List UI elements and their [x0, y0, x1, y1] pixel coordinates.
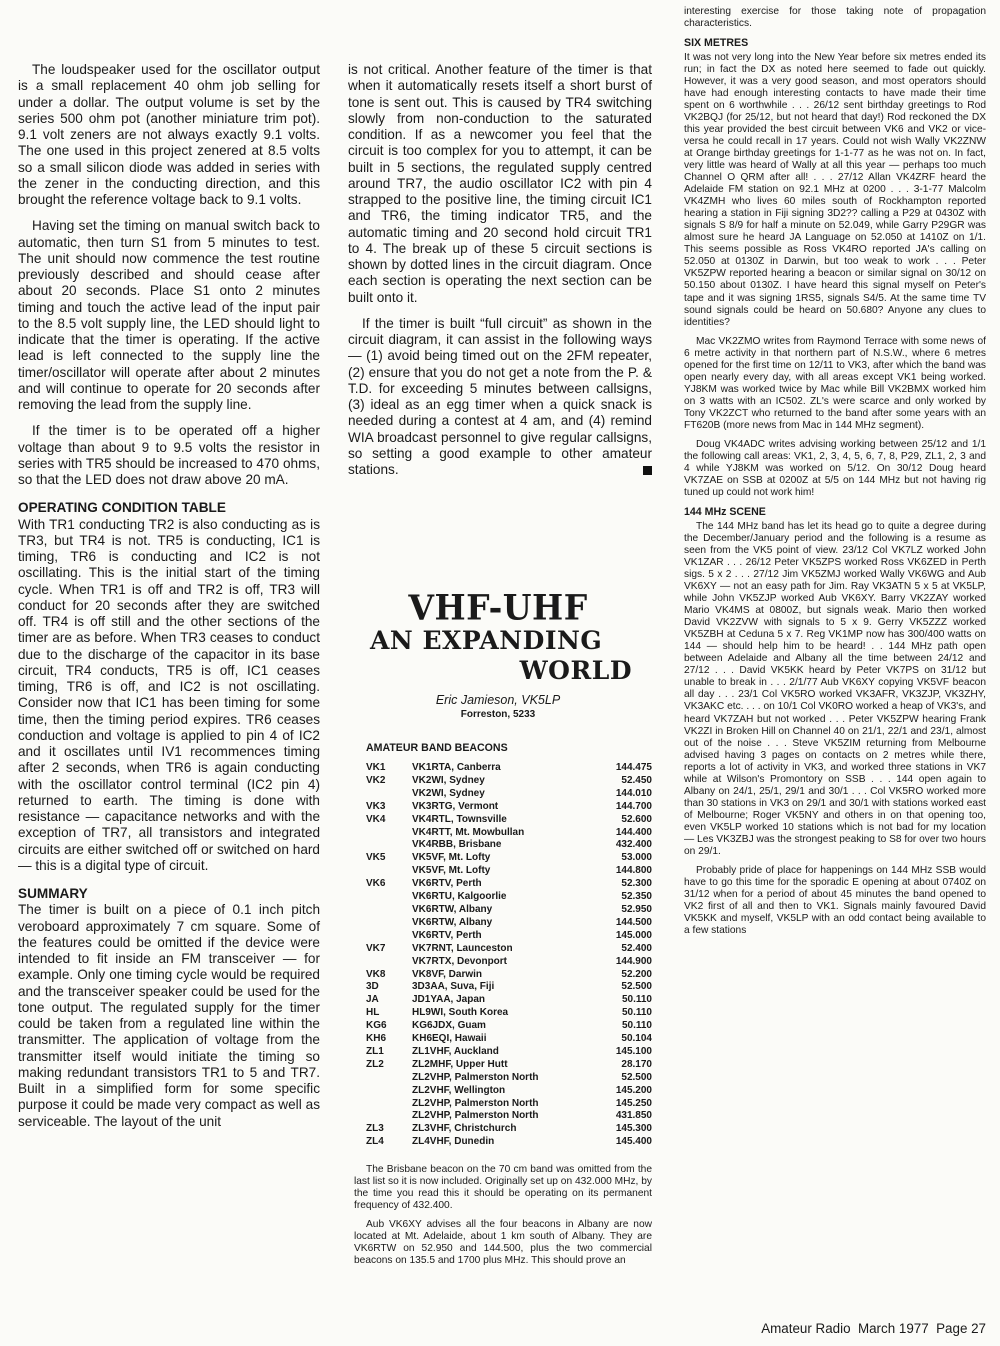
page-footer: Amateur Radio March 1977 Page 27 — [761, 1321, 986, 1336]
beacon-station: VK1RTA, Canberra — [412, 762, 501, 773]
beacon-area — [366, 839, 412, 852]
beacon-row — [366, 1123, 652, 1136]
beacon-frequency: 145.300 — [615, 1123, 652, 1135]
paragraph: The loudspeaker used for the oscillator output is a small replacement 40 ohm job selling for under a dollar. The output volume is set by the series 500 ohm pot (another miniature trim pot). 9.1 volt zeners are not always exactly 9.1 volts. The one used in this project zenered at 8.5 volts so a small silicon diode was added in series with the zener in the conducting direction, and this brought the reference voltage back to 9.1 volts. — [18, 62, 320, 207]
paragraph: With TR1 conducting TR2 is also conducting as is TR3, but TR4 is not. TR5 is conducting, IC1 is timing, TR6 is conducting and IC2 is not oscillating. This is the initial start of the timing cycle. When TR1 is off and TR2 is off, TR3 will conduct for 20 seconds after they are switched off. TR4 is off still and the other sections of the timer are as before. When TR3 ceases to conduct due to the discharge of the capacitor in its base circuit, TR4 conducts, TR5 is off, IC1 ceases timing, TR6 is off, and IC2 is not oscillating. Consider now that IC1 has been timing for some time, then the timing period expires. TR6 ceases conduction and voltage is applied to pin 4 of IC2 and it oscillates until IV1 recommences timing after 2 seconds, when TR6 is again conducting with the oscillator control terminal (IC2 pin 4) returned to earth. The timing is done with resistance — capacitance networks and with the exception of TR7, all transistors and integrated circuits are either switched off or switched on hard — this is a digital type of circuit. — [18, 516, 320, 873]
beacon-row — [366, 865, 652, 878]
beacon-frequency: 50.110 — [621, 1007, 652, 1019]
beacon-frequency: 50.110 — [621, 994, 652, 1006]
beacon-station: KH6EQI, Hawaii — [412, 1033, 487, 1045]
beacon-row — [366, 1007, 652, 1020]
beacon-station: VK6RTV, Perth — [412, 929, 482, 941]
beacon-area — [366, 788, 412, 801]
beacon-frequency: 144.010 — [615, 787, 652, 799]
beacon-frequency: 144.500 — [615, 916, 652, 928]
beacon-row — [366, 1046, 652, 1059]
beacon-row — [366, 878, 652, 891]
beacon-row — [366, 1136, 652, 1149]
beacon-frequency: 52.450 — [621, 774, 652, 786]
beacon-frequency: 145.200 — [615, 1084, 652, 1096]
section-heading-summary: SUMMARY — [18, 886, 88, 901]
beacon-station: VK7RTX, Devonport — [412, 955, 508, 967]
section-heading-operating-condition-table: OPERATING CONDITION TABLE — [18, 500, 226, 516]
beacon-frequency: 145.400 — [615, 1136, 652, 1148]
section-heading-six-metres: SIX METRES — [684, 37, 749, 50]
beacon-frequency: 145.100 — [615, 1045, 652, 1057]
paragraph: is not critical. Another feature of the timer is that when it automatically resets itself a short burst of tone is sent out. This is caused by TR4 switching slowly from non-conduction to the saturated condition. If as a newcomer you feel that the circuit is too complex for you to attempt, it can be built in 5 sections, the regulated supply centred around TR7, the audio oscillator IC2 with pin 4 strapped to the positive line, the timing circuit IC1 and TR6, the timing indicator TR5, and the automatic timing and 20 second hold circuit TR1 to 4. The break up of these 5 circuit sections is shown by dotted lines in the circuit diagram. Once each section is operating the next section can be built onto it. — [348, 62, 652, 305]
beacon-frequency: 52.600 — [621, 813, 652, 825]
article-column-2 — [348, 62, 652, 478]
beacon-station: ZL2VHF, Wellington — [412, 1084, 506, 1096]
beacon-area: VK1 — [366, 762, 386, 773]
beacon-station: KG6JDX, Guam — [412, 1020, 486, 1032]
beacon-frequency: 52.950 — [621, 903, 652, 915]
beacon-area — [366, 827, 412, 840]
beacon-frequency: 144.800 — [615, 865, 652, 877]
beacon-station: VK4RBB, Brisbane — [412, 839, 502, 851]
beacon-station: VK7RNT, Launceston — [412, 942, 513, 954]
paragraph: The 144 MHz band has let its head go to quite a degree during the December/January period and the following is a resume as seen from the VK5 point of view. 23/12 Col VK7LZ worked John VK1ZAR . . . 26/12 Peter VK5ZPS worked Ross VK6ZED in Perth sigs. 5 x 2 . . . 27/12 Jim VK5ZMJ worked Wally VK6WG and Aub VK6XY — not an easy path for Jim. Ray VK3ATN 5 x 5 at VK5LP, while John VK5ZJP worked Aub VK6XY. Barry VK2ZAY worked Mario VK4MS at 0800Z, but signals weak. Mario then worked David VK2ZVW with signals to 5 x 9. Gerry VK5ZZZ worked VK5ZBH at Ceduna 5 x 7. Reg VK1MP now has 300/400 watts on 144 — should help him to be heard! . . 144 MHz path open between Adelaide and Albany all the time between 24/12 and 27/12 . . . David VK5KK heard by Peter VK7PS on 31/12 but unable to break in . . . 2/1/77 Aub VK6XY copying VK5VF beacon all day . . . 23/1 Col VK5RO worked VK3AFR, VK3ZJP, VK3ZHY, VK3AKC etc. . . . on 10/1 Col VK0RO worked a heap of VK3's, and heard VK7ZAH but not worked . . . Peter VK5ZPW hearing Frank VK2ZI in Broken Hill on Channel 40 on 21/1, 22/1 and 23/1, almost out of the noise . . . Steve VK5ZIM returning from Melbourne advised having 3 pages on contacts on 2 metres while there, reports a lot of activity in VK3, and worked three stations in VK7 while at Wilson's Promontory on SSB . . . 144 open again to Albany on 24/1, 25/1, 29/1 and 30/1 . . . Col VK5RO worked more than 30 stations in VK3 on 29/1 and 30/1 with stations worked east of Melbourne; Roger VK5NY and others in on that opening too, even VK5LP worked 10 stations which is not bad for my location — Les VK3ZBJ was the strongest peaking to S8 for over two hours on 29/1. — [684, 520, 986, 858]
beacon-station: VK3RTG, Vermont — [412, 800, 499, 812]
beacon-frequency: 52.500 — [621, 981, 652, 993]
article-title-block — [362, 587, 634, 686]
paragraph: interesting exercise for those taking note of propagation characteristics. — [684, 6, 986, 30]
paragraph: The timer is built on a piece of 0.1 inch pitch veroboard approximately 7 cm square. Some of the features could be omitted if the device were intended to fit inside an FM transceiver — for example. Only one timing cycle would be required and the transceiver speaker could be used for the tone output. The regulated supply for the timer could be taken from a regulated line within the transmitter. The application of voltage from the transmitter itself would initiate the timing so making redundant transistors TR1 to 5 and TR7. Built in a simplified form for some specific purpose it could be made very compact as well as serviceable. The layout of the unit — [18, 902, 320, 1129]
author-byline: Eric Jamieson, VK5LP — [435, 693, 561, 707]
beacon-row — [366, 969, 652, 982]
beacon-station: VK5VF, Mt. Lofty — [412, 852, 491, 864]
paragraph — [348, 316, 652, 479]
beacon-area: VK7 — [366, 942, 386, 954]
beacon-row — [366, 801, 652, 814]
beacon-area — [366, 1072, 412, 1085]
article-column-3 — [684, 6, 986, 944]
paragraph: Aub VK6XY advises all the four beacons in Albany are now located at Mt. Adelaide, about 1 km south of Albany. They are VK6RTW on 52.950 and 144.500, plus the two commercial beacons on 135.5 and 1700 plus MHz. This should prove an — [354, 1219, 652, 1267]
beacon-row — [366, 788, 652, 801]
paragraph: If the timer is to be operated off a higher voltage than about 9 to 9.5 volts the resistor in series with TR5 should be increased to 470 ohms, so that the LED does not draw above 20 mA. — [18, 423, 320, 487]
beacon-row — [366, 1072, 652, 1085]
beacon-frequency: 144.700 — [615, 800, 652, 812]
beacons-table-heading: AMATEUR BAND BEACONS — [366, 742, 508, 754]
beacon-area: ZL2 — [366, 1058, 384, 1070]
beacon-area — [366, 1110, 412, 1123]
beacon-station: ZL2VHP, Palmerston North — [412, 1097, 539, 1109]
beacon-frequency: 52.200 — [621, 968, 652, 980]
beacon-row — [366, 994, 652, 1007]
beacon-row — [366, 827, 652, 840]
beacon-row — [366, 891, 652, 904]
beacon-row — [366, 814, 652, 827]
beacon-row — [366, 1059, 652, 1072]
title-line-2: AN EXPANDING — [370, 626, 603, 655]
beacon-area: JA — [366, 994, 379, 1006]
beacon-area — [366, 1098, 412, 1111]
beacon-area: VK4 — [366, 813, 386, 825]
paragraph: Having set the timing on manual switch back to automatic, then turn S1 from 5 minutes to test. The unit should now commence the test routine previously described and should cease after about 20 seconds. Place S1 onto 2 minutes timing and touch the active lead of the input pair to the 8.5 volt supply line, the LED should light to indicate that the timer is operating. If the active lead is left connected to the supply line the timer/oscillator will operate after about 2 minutes and will continue to operate for 20 seconds after removing the lead from the supply line. — [18, 218, 320, 412]
beacon-row — [366, 762, 652, 775]
title-line-3: WORLD — [519, 656, 632, 685]
author-location: Forreston, 5233 — [460, 709, 536, 720]
beacon-area — [366, 956, 412, 969]
beacon-row — [366, 943, 652, 956]
beacon-frequency: 432.400 — [615, 839, 652, 851]
beacon-row — [366, 1033, 652, 1046]
beacon-frequency: 144.400 — [615, 826, 652, 838]
beacon-area: KG6 — [366, 1020, 387, 1032]
beacon-area: VK2 — [366, 774, 386, 786]
beacon-frequency: 28.170 — [621, 1058, 652, 1070]
beacon-station: ZL2VHP, Palmerston North — [412, 1110, 539, 1122]
beacon-area: VK6 — [366, 878, 386, 890]
beacon-station: VK6RTU, Kalgoorlie — [412, 891, 507, 903]
beacon-station: VK2WI, Sydney — [412, 774, 485, 786]
beacon-frequency: 52.350 — [621, 891, 652, 903]
beacon-row — [366, 775, 652, 788]
beacon-area — [366, 930, 412, 943]
beacon-station: VK6RTW, Albany — [412, 916, 493, 928]
beacon-frequency: 144.900 — [615, 955, 652, 967]
beacon-row — [366, 839, 652, 852]
beacon-station: ZL4VHF, Dunedin — [412, 1136, 495, 1148]
beacon-frequency: 52.400 — [621, 942, 652, 954]
beacon-area: HL — [366, 1007, 380, 1019]
beacon-area: VK3 — [366, 800, 386, 812]
beacon-row — [366, 917, 652, 930]
paragraph: Doug VK4ADC writes advising working between 25/12 and 1/1 the following call areas: VK1, 2, 3, 4, 5, 6, 7, 8, P29, ZL1, 2, 3 and 4 while YJ8KM was worked on 5/12. On 30/12 Doug heard VK7ZAE on SSB at 0200Z at 5/5 on 144 MHz but not having rig tuned up could not work him! — [684, 439, 986, 499]
beacon-row — [366, 956, 652, 969]
beacon-station: VK4RTT, Mt. Mowbullan — [412, 826, 525, 838]
beacon-row — [366, 1110, 652, 1123]
beacon-area — [366, 1085, 412, 1098]
paragraph-text: If the timer is built “full circuit” as shown in the circuit diagram, it can assist in the following ways — (1) avoid being timed out on the 2FM repeater, (2) ensure that you do not get a note from the P. & T.D. for exceeding 5 minutes between callsigns, (3) ideal as an egg timer when a quick snack is needed during a contest at 4 am, and (4) remind WIA broadcast personnel to give regular callsigns, so setting a good example to other amateur stations. — [348, 315, 652, 477]
beacon-station: VK4RTL, Townsville — [412, 813, 507, 825]
beacon-frequency: 52.300 — [621, 878, 652, 890]
beacon-station: ZL3VHF, Christchurch — [412, 1123, 517, 1135]
beacon-frequency: 50.104 — [621, 1033, 652, 1045]
beacon-station: ZL2VHP, Palmerston North — [412, 1071, 539, 1083]
beacon-row — [366, 930, 652, 943]
beacon-station: 3D3AA, Suva, Fiji — [412, 981, 495, 993]
paragraph: Mac VK2ZMO writes from Raymond Terrace with some news of 6 metre activity in that northern part of N.S.W., where 6 metres opened for the first time on 12/11 to VK3, after which the band was open nearly every day, with all areas except VK1 being worked. YJ8KM was worked twice by Mac while Bill VK2BMX worked him on 3 watts with an IC502. ZL's were scarce and only worked by Tony VK2ZCT who returned to the band after some years with an FT620B (more news from Mac in 144 MHz segment). — [684, 335, 986, 431]
beacon-frequency: 145.000 — [615, 929, 652, 941]
beacon-station: VK2WI, Sydney — [412, 787, 485, 799]
beacon-area — [366, 904, 412, 917]
beacons-notes — [354, 1164, 652, 1274]
beacon-frequency: 50.110 — [621, 1020, 652, 1032]
beacon-frequency: 431.850 — [615, 1110, 652, 1122]
beacon-area: ZL1 — [366, 1045, 384, 1057]
end-of-article-mark — [643, 466, 652, 475]
beacon-area — [366, 865, 412, 878]
beacon-area — [366, 917, 412, 930]
beacon-row — [366, 852, 652, 865]
paragraph: The Brisbane beacon on the 70 cm band was omitted from the last list so it is now included. Originally set up on 432.000 MHz, by the time you read this it should be operating on its permanent frequency of 432.400. — [354, 1164, 652, 1212]
beacon-row — [366, 981, 652, 994]
beacon-frequency: 53.000 — [621, 852, 652, 864]
beacon-row — [366, 1085, 652, 1098]
beacon-area: VK5 — [366, 852, 386, 864]
beacon-frequency: 145.250 — [615, 1097, 652, 1109]
beacon-station: ZL1VHF, Auckland — [412, 1045, 499, 1057]
beacon-station: VK8VF, Darwin — [412, 968, 483, 980]
beacon-area: ZL4 — [366, 1136, 384, 1148]
beacon-row — [366, 1020, 652, 1033]
article-column-1 — [18, 62, 320, 1140]
beacons-table — [366, 762, 652, 1149]
beacon-frequency: 52.500 — [621, 1071, 652, 1083]
beacon-area: VK8 — [366, 968, 386, 980]
beacon-station: VK6RTV, Perth — [412, 878, 482, 890]
section-heading-144-mhz-scene: 144 MHz SCENE — [684, 506, 766, 519]
beacon-row — [366, 1098, 652, 1111]
beacon-area — [366, 891, 412, 904]
title-line-1: VHF-UHF — [408, 587, 588, 628]
beacon-station: ZL2MHF, Upper Hutt — [412, 1058, 508, 1070]
paragraph: It was not very long into the New Year before six metres ended its run; in fact the DX as noted here seemed to fade out quickly. However, it was a very good season, and most operators should have had enough interesting contacts to have made their time spent on 6 worthwhile . . . 26/12 sent birthday greetings to Rod VK2BQJ (for 25/12, but not heard that day!) Rod reckoned the DX this year provided the best circuit between VK6 and VK2 or vice-versa he could recall in 17 years. Could not wish Wally VK2ZNW at Orange birthday greetings for 1-1-77 as he was not on. In fact, very little was heard of Wally at all this year — perhaps too much Channel O QRM after all! . . . 27/12 Allan VK4ZRF heard the Adelaide FM station on 92.1 MHz at 0200 . . . 3-1-77 Malcolm VK4ZMH who lives 60 miles south of Rockhampton reported hearing a station in Fiji signing 3D2?? calling a P29 at 0430Z with signals S 8/9 for half a minute on 52.049, while Garry P29GR was almost sure he heard JA Language on 52.050 at 1410Z on 1/1. This seems possible as Ross VK4RO reported JA's calling on 52.050 at 0130Z in Darwin, but too weak to work . . . Peter VK5ZPW reported hearing a beacon or similar signal on 30/12 on 50.150 about 0130Z. I have heard this signal myself on Peter's tape and it was signing 1RS5, signals S4/5. At the same time TV sound signals could be heard on 50.680? Anyone any clues to identities? — [684, 51, 986, 328]
beacon-area: 3D — [366, 981, 379, 993]
beacon-area: ZL3 — [366, 1123, 384, 1135]
beacon-station: VK6RTW, Albany — [412, 903, 493, 915]
beacon-row — [366, 904, 652, 917]
beacon-station: JD1YAA, Japan — [412, 994, 485, 1006]
beacon-station: HL9WI, South Korea — [412, 1007, 509, 1019]
beacon-area: KH6 — [366, 1033, 387, 1045]
beacon-station: VK5VF, Mt. Lofty — [412, 865, 491, 877]
paragraph: Probably pride of place for happenings on 144 MHz SSB would have to go this time for the sporadic E opening at about 0740Z on 31/12 when for a period of about 45 minutes the band opened to VK2 first of all and then to VK1. Signals mainly favoured David VK5KK and myself, VK5LP with an odd contact being available to a few stations — [684, 865, 986, 937]
beacon-frequency: 144.475 — [615, 762, 652, 773]
